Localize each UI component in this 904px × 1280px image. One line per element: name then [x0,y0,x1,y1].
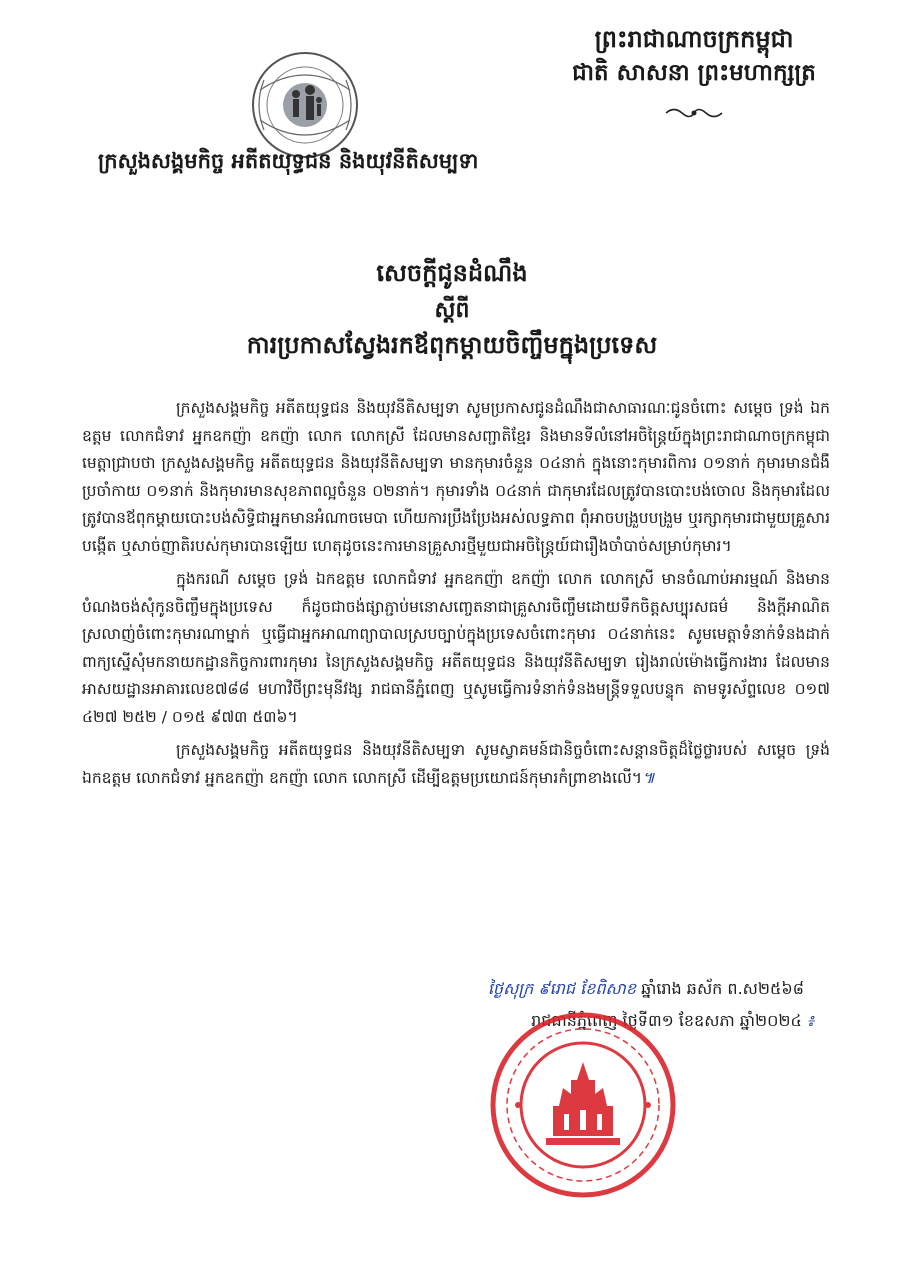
end-mark: ៕ [642,768,655,787]
kingdom-motto [544,22,844,90]
document-title: សេចក្តីជូនដំណឹង [376,259,528,287]
document-subtitle-regarding: ស្តីពី [434,298,470,323]
official-seal-icon [488,1010,678,1200]
lunar-month: ខែពិសាខ [580,979,636,998]
body-paragraph-2: ក្នុងករណី សម្តេច ទ្រង់ ឯកឧត្តម លោកជំទាវ អ្នកឧកញ៉ា ឧកញ៉ា លោក លោកស្រី មានចំណាប់អារម្មណ៍ និងមានបំណងចង់សុំកូនចិញ្ចឹមក្នុងប្រទេស ក៏ដូចជាចង់ផ្សាភ្ជាប់មនោសញ្ចេតនាជាគ្រួសារចិញ្ចឹមដោយទឹកចិត្តសប្បុរសធម៌ និងក្តីអាណិតស្រលាញ់ចំពោះកុមារណាម្នាក់ ឬធ្វើជាអ្នកអាណាព្យាបាលស្របច្បាប់ក្នុងប្រទេសចំពោះកុមារ ០៤នាក់នេះ សូមមេត្តាទំនាក់ទំនងដាក់ពាក្យស្នើសុំមកនាយកដ្ឋានកិច្ចការពារកុមារ នៃក្រសួងសង្គមកិច្ច អតីតយុទ្ធជន និងយុវនីតិសម្បទា រៀងរាល់ម៉ោងធ្វើការងារ ដែលមានអាសយដ្ឋានអាគារលេខ៧៨៨ មហាវិថីព្រះមុនីវង្ស រាជធានីភ្នំពេញ ឬសូមធ្វើការទំនាក់ទំនងមន្ត្រីទទួលបន្ទុក តាមទូរស័ព្ទលេខ ០១៧ ៤២៧ ២៥២ / ០១៥ ៩៧៣ ៥៣៦។ [82,570,830,726]
lunar-day-of-week: ថ្ងៃសុក្រ [487,979,534,998]
document-subject: ការប្រកាសស្វែងរកឪពុកម្តាយចិញ្ចឹមក្នុងប្រទេស [246,331,658,359]
ornament-icon [664,104,724,122]
body-paragraph-1: ក្រសួងសង្គមកិច្ច អតីតយុទ្ធជន និងយុវនីតិសម្បទា សូមប្រកាសជូនដំណឹងជាសាធារណៈជូនចំពោះ សម្តេច ទ្រង់ ឯកឧត្តម លោកជំទាវ អ្នកឧកញ៉ា ឧកញ៉ា លោក លោកស្រី ដែលមានសញ្ជាតិខ្មែរ និងមានទីលំនៅអចិន្ត្រៃយ៍ក្នុងព្រះរាជាណាចក្រកម្ពុជា មេត្តាជ្រាបថា ក្រសួងសង្គមកិច្ច អតីតយុទ្ធជន និងយុវនីតិសម្បទា មានកុមារចំនួន ០៤នាក់ ក្នុងនោះកុមារពិការ ០១នាក់ កុមារមានជំងឺប្រចាំកាយ ០១នាក់ និងកុមារមានសុខភាពល្អចំនួន ០២នាក់។ កុមារទាំង ០៤នាក់ ជាកុមារដែលត្រូវបានបោះបង់ចោល និងកុមារដែលត្រូវបានឪពុកម្តាយបោះបង់សិទ្ធិជាអ្នកមានអំណាចមេបា ហើយការប្រឹងប្រែងអស់លទ្ធភាព ពុំអាចបង្រួបបង្រួម ឬរក្សាកុមារជាមួយគ្រួសារបង្កើត ឬសាច់ញាតិរបស់កុមារបានឡើយ ហេតុដូចនេះការមានគ្រួសារថ្មីមួយជាអចិន្ត្រៃយ៍ជារឿងចាំបាច់សម្រាប់កុមារ។ [82,399,830,555]
body-paragraph-3 [82,737,830,792]
lunar-day: ៩រោជ [538,979,576,998]
lunar-year: ឆ្នាំរោង ឆស័ក ព.ស២៥៦៨ [641,979,804,998]
solar-date-text: រាជធានីភ្នំពេញ ថ្ងៃទី៣១ ខែឧសភា ឆ្នាំ២០២៤ [531,1011,802,1030]
solar-date-mark: ៖ [806,1011,814,1030]
national-motto: ជាតិ សាសនា ព្រះមហាក្សត្រ [572,60,816,86]
lunar-date [488,978,804,1002]
ministry-logo-icon [250,50,360,160]
kingdom-name: ព្រះរាជាណាចក្រកម្ពុជា [594,25,794,53]
notice-body [82,395,830,798]
ministry-name: ក្រសួងសង្គមកិច្ច អតីតយុទ្ធជន និងយុវនីតិសម្បទា [98,149,479,173]
body-paragraph-3-text: ក្រសួងសង្គមកិច្ច អតីតយុទ្ធជន និងយុវនីតិសម្បទា សូមស្វាគមន៍ជានិច្ចចំពោះសន្តានចិត្តដ៏ថ្លៃថ្លារបស់ សម្តេច ទ្រង់ ឯកឧត្តម លោកជំទាវ អ្នកឧកញ៉ា ឧកញ៉ា លោក លោកស្រី ដើម្បីឧត្តមប្រយោជន៍កុមារកំព្រាខាងលើ។ [82,741,830,787]
